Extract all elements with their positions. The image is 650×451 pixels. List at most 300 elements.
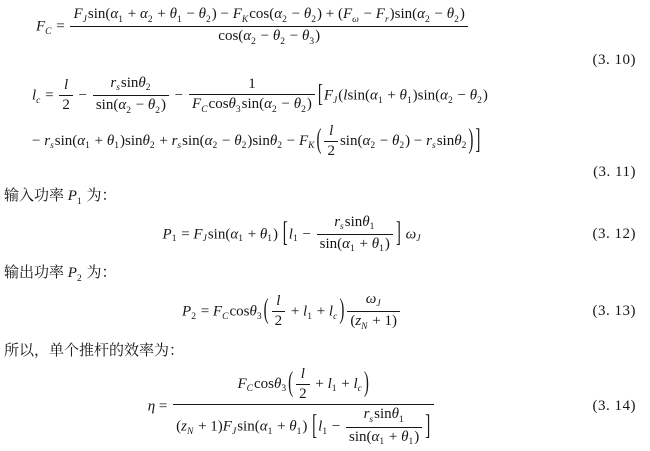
- subscript: 3: [235, 104, 241, 115]
- math-text: cos: [229, 303, 250, 320]
- subscript: J: [416, 234, 421, 245]
- subscript: 2: [155, 105, 161, 116]
- math-text: 2: [327, 142, 335, 159]
- subscript: 1: [296, 427, 302, 438]
- math-text: α: [77, 132, 86, 149]
- math-text: θ: [469, 87, 478, 104]
- math-text: cos(: [218, 28, 244, 45]
- math-text: −: [131, 97, 148, 114]
- math-text: −: [328, 418, 345, 435]
- math-text: F: [323, 87, 334, 104]
- fraction: [317, 214, 393, 256]
- equation-number-3-14: (3. 14): [592, 398, 636, 415]
- subscript: 2: [370, 141, 376, 152]
- subscript: 2: [241, 141, 247, 152]
- math-text: sin(: [349, 428, 372, 445]
- math-text: α: [440, 87, 449, 104]
- math-text: α: [342, 235, 351, 252]
- math-text: =: [196, 303, 213, 320]
- math-text: r: [334, 213, 341, 230]
- math-text: −: [32, 132, 45, 149]
- math-text: (: [338, 87, 344, 104]
- math-text: −: [298, 225, 315, 242]
- math-text: r: [110, 74, 117, 91]
- fraction-denominator: [93, 96, 169, 116]
- subscript: J: [376, 299, 381, 310]
- subscript: s: [340, 222, 344, 232]
- math-text: sin(: [347, 87, 370, 104]
- fraction-denominator: [317, 235, 393, 255]
- math-text: θ: [274, 375, 282, 392]
- math-text: sin(: [339, 132, 363, 149]
- big-delimiter: ]: [425, 410, 431, 442]
- equation-3-11-line1: [32, 72, 642, 120]
- math-text: +: [153, 6, 170, 22]
- math-text: + 1): [368, 313, 397, 330]
- subscript: 1: [379, 437, 385, 448]
- math-text: l: [328, 303, 334, 320]
- subscript: K: [241, 14, 249, 25]
- fraction-numerator: [317, 214, 393, 235]
- math-text: sin(: [237, 418, 260, 435]
- equation-block-3-10: [4, 3, 642, 69]
- big-delimiter: (: [263, 295, 269, 326]
- fraction: [296, 366, 310, 404]
- math-text: P: [162, 225, 172, 242]
- math-text: +: [355, 235, 372, 252]
- equation-3-12: [163, 211, 422, 259]
- math-text: l: [353, 375, 358, 392]
- math-text: F: [237, 375, 247, 392]
- subscript: 2: [311, 14, 316, 25]
- math-text: =: [52, 18, 69, 35]
- equation-3-14: [148, 363, 437, 451]
- subscript: 1: [379, 244, 384, 255]
- math-text: 2: [62, 97, 70, 114]
- math-text: −: [286, 28, 302, 45]
- math-text: sin: [374, 406, 392, 423]
- subscript: 2: [399, 141, 405, 152]
- fraction: [93, 75, 169, 117]
- math-text: l: [303, 303, 308, 320]
- math-text: z: [181, 418, 187, 435]
- math-text: 为：: [82, 265, 117, 282]
- fraction-numerator: [324, 123, 338, 142]
- math-text: l: [288, 225, 293, 242]
- math-text: r: [363, 406, 370, 423]
- math-text: =: [41, 87, 58, 104]
- subscript: 1: [118, 14, 123, 25]
- fraction-denominator: [296, 385, 310, 403]
- math-text: α: [139, 6, 148, 22]
- math-text: −: [376, 132, 393, 149]
- math-text: θ: [142, 132, 150, 149]
- subscript: J: [202, 234, 207, 245]
- fraction: [324, 123, 338, 161]
- subscript: 2: [301, 104, 306, 115]
- fraction: [59, 77, 73, 115]
- math-text: sin(: [207, 225, 231, 242]
- subscript: s: [431, 141, 436, 152]
- math-text: P: [182, 303, 192, 320]
- math-text: +: [155, 132, 172, 149]
- math-text: ) −: [405, 132, 427, 149]
- subscript: 2: [477, 95, 482, 106]
- math-text: )sin: [119, 132, 143, 149]
- math-text: −: [359, 6, 376, 22]
- fraction-denominator: [346, 428, 422, 448]
- math-text: θ: [147, 97, 156, 114]
- math-text: F: [193, 225, 203, 242]
- subscript: 2: [280, 36, 285, 47]
- math-text: F: [375, 6, 385, 22]
- big-delimiter: ): [468, 125, 474, 156]
- math-text: θ: [401, 428, 409, 445]
- math-text: 输出功率: [4, 265, 68, 282]
- subscript: C: [201, 104, 208, 115]
- fraction-numerator: [93, 75, 169, 96]
- math-text: α: [371, 428, 380, 445]
- fraction-numerator: [189, 76, 315, 95]
- subscript: 2: [126, 105, 131, 116]
- subscript: 2: [147, 14, 153, 25]
- math-text: ) −: [211, 6, 233, 22]
- math-text: −: [182, 6, 199, 22]
- math-text: θ: [138, 74, 146, 91]
- math-text: −: [256, 28, 273, 45]
- math-text: α: [259, 418, 268, 435]
- math-text: sin(: [95, 97, 119, 114]
- fraction: [189, 76, 315, 116]
- math-text: l: [32, 87, 37, 104]
- subscript: ω: [352, 14, 359, 25]
- subscript: C: [45, 26, 52, 37]
- math-text: θ: [399, 87, 407, 104]
- math-text: =: [155, 398, 172, 415]
- math-text: sin(: [54, 132, 78, 149]
- math-text: +: [312, 303, 329, 320]
- math-text: )sin(: [412, 87, 441, 104]
- subscript: N: [186, 427, 194, 438]
- math-text: sin: [436, 132, 455, 149]
- math-text: 2: [274, 313, 283, 330]
- math-text: θ: [106, 132, 115, 149]
- subscript: 2: [145, 83, 151, 94]
- math-text: +: [243, 225, 260, 242]
- math-text: θ: [169, 6, 177, 22]
- math-text: α: [264, 96, 273, 113]
- math-text: l: [318, 418, 323, 435]
- math-text: r: [44, 132, 51, 149]
- math-text: θ: [293, 96, 302, 113]
- math-text: α: [274, 6, 283, 22]
- subscript: 2: [206, 14, 211, 25]
- subscript: 1: [369, 222, 375, 232]
- math-text: θ: [249, 303, 257, 320]
- math-text: +: [385, 428, 402, 445]
- math-text: θ: [362, 213, 370, 230]
- equation-3-13-container: [4, 288, 580, 336]
- math-text: cos(: [249, 6, 275, 22]
- math-text: −: [453, 87, 470, 104]
- fraction-denominator: [189, 95, 315, 115]
- fraction-denominator: [59, 96, 73, 114]
- math-text: + 1): [194, 418, 223, 435]
- math-text: 所以，单个推杆的效率为：: [4, 342, 185, 359]
- subscript: 1: [267, 234, 273, 245]
- math-text: −: [282, 132, 299, 149]
- math-text: ) + (: [316, 6, 343, 22]
- subscript: J: [82, 14, 87, 25]
- subscript: 1: [238, 234, 243, 245]
- subscript: 2: [461, 141, 467, 152]
- subscript: 1: [85, 141, 90, 152]
- math-text: α: [204, 132, 213, 149]
- math-text: α: [110, 6, 119, 22]
- subscript: 1: [307, 311, 312, 322]
- fraction: [70, 6, 467, 48]
- subscript: s: [177, 141, 182, 152]
- math-text: θ: [391, 406, 399, 423]
- math-text: F: [212, 303, 223, 320]
- math-text: 2: [299, 386, 307, 402]
- equation-block-3-13: [4, 288, 642, 336]
- fraction-denominator: [272, 312, 286, 330]
- math-text: ): [302, 418, 312, 435]
- subscript: 1: [408, 437, 414, 448]
- equation-3-10: [36, 3, 642, 51]
- subscript: 1: [322, 427, 328, 438]
- math-text: l: [327, 375, 332, 392]
- math-text: θ: [454, 132, 462, 149]
- subscript: 3: [309, 36, 315, 47]
- math-text: θ: [371, 235, 380, 252]
- math-text: sin(: [182, 132, 205, 149]
- math-text: (: [350, 313, 356, 330]
- paragraph-output-power: [4, 263, 642, 285]
- big-delimiter: [: [317, 81, 323, 109]
- math-text: ): [315, 28, 321, 45]
- subscript: r: [384, 14, 389, 25]
- math-text: l: [276, 292, 281, 309]
- subscript: 2: [272, 104, 277, 115]
- math-text: )sin(: [389, 6, 418, 22]
- math-text: z: [355, 313, 362, 330]
- subscript: 1: [406, 95, 412, 106]
- math-text: sin: [120, 74, 139, 91]
- equation-3-11-line2: [32, 120, 642, 164]
- subscript: N: [361, 321, 368, 332]
- math-text: θ: [303, 6, 312, 22]
- math-text: θ: [289, 418, 297, 435]
- subscript: 2: [282, 14, 287, 25]
- equation-3-12-container: [4, 211, 580, 259]
- math-text: θ: [228, 96, 236, 113]
- math-text: ω: [365, 290, 377, 307]
- subscript: 2: [277, 141, 282, 152]
- math-text: −: [277, 96, 294, 113]
- math-text: α: [118, 97, 127, 114]
- big-delimiter: (: [288, 368, 294, 399]
- math-text: sin(: [241, 96, 265, 113]
- subscript: s: [50, 141, 54, 152]
- math-text: +: [383, 87, 400, 104]
- math-text: =: [177, 225, 194, 242]
- math-text: F: [222, 418, 232, 435]
- fraction-denominator: [324, 142, 338, 160]
- math-text: θ: [272, 28, 281, 45]
- subscript: 1: [76, 196, 82, 207]
- subscript: 1: [331, 384, 337, 395]
- math-text: θ: [198, 6, 207, 22]
- subscript: C: [246, 384, 254, 395]
- subscript: 1: [399, 414, 404, 425]
- subscript: 1: [267, 427, 273, 438]
- subscript: s: [116, 83, 120, 94]
- fraction-denominator: [70, 27, 467, 47]
- math-text: ): [306, 96, 312, 113]
- subscript: J: [333, 95, 338, 106]
- big-delimiter: (: [316, 125, 322, 156]
- big-delimiter: ): [339, 295, 345, 326]
- math-text: l: [329, 122, 334, 139]
- math-text: sin(: [87, 6, 111, 22]
- fraction-numerator: [347, 291, 400, 312]
- math-text: θ: [269, 132, 278, 149]
- math-text: θ: [259, 225, 268, 242]
- paragraph-efficiency: [4, 341, 642, 361]
- fraction-denominator: [347, 312, 400, 332]
- subscript: 2: [191, 311, 196, 322]
- subscript: 1: [350, 244, 355, 255]
- math-text: +: [124, 6, 140, 22]
- math-text: 1: [248, 75, 256, 92]
- big-delimiter: ]: [475, 125, 481, 156]
- fraction-numerator: [59, 77, 73, 96]
- math-text: F: [36, 18, 46, 35]
- math-text: α: [230, 225, 239, 242]
- math-text: θ: [392, 132, 400, 149]
- math-text: ): [459, 6, 465, 22]
- subscript: 3: [256, 311, 262, 322]
- math-text: α: [243, 28, 252, 45]
- subscript: c: [357, 384, 362, 395]
- math-text: +: [90, 132, 107, 149]
- equation-number-3-10: (3. 10): [592, 51, 636, 68]
- subscript: 1: [176, 14, 182, 25]
- equation-number-3-13: (3. 13): [592, 303, 636, 320]
- subscript: K: [308, 141, 315, 152]
- math-text: −: [287, 6, 304, 22]
- math-text: α: [369, 87, 378, 104]
- subscript: 2: [454, 14, 459, 25]
- math-text: sin(: [319, 235, 343, 252]
- big-delimiter: ]: [395, 218, 401, 249]
- big-delimiter: ): [363, 368, 369, 399]
- fraction: [347, 291, 400, 333]
- math-text: cos: [254, 375, 275, 392]
- math-text: P: [67, 188, 77, 205]
- math-text: −: [218, 132, 235, 149]
- fraction: [272, 293, 286, 331]
- math-text: (: [176, 418, 182, 435]
- subscript: 2: [251, 36, 256, 47]
- subscript: J: [231, 427, 237, 438]
- subscript: 3: [281, 384, 287, 395]
- math-text: P: [67, 265, 77, 282]
- math-text: cos: [208, 96, 229, 113]
- subscript: C: [222, 311, 229, 322]
- math-text: +: [287, 303, 304, 320]
- math-text: ): [384, 235, 390, 252]
- math-text: θ: [446, 6, 455, 22]
- math-text: )sin: [247, 132, 270, 149]
- math-text: F: [73, 6, 83, 22]
- subscript: 2: [76, 273, 82, 284]
- subscript: 1: [377, 95, 383, 106]
- subscript: c: [36, 95, 41, 106]
- math-text: F: [342, 6, 353, 22]
- fraction-numerator: [272, 293, 286, 312]
- equation-3-14-container: [4, 363, 580, 451]
- subscript: 1: [171, 234, 177, 245]
- subscript: 1: [292, 234, 298, 245]
- math-text: r: [426, 132, 432, 149]
- equation-number-3-11: (3. 11): [593, 164, 636, 181]
- math-text: −: [430, 6, 447, 22]
- math-text: sin: [344, 213, 363, 230]
- big-delimiter: [: [282, 218, 288, 249]
- math-text: F: [192, 96, 202, 113]
- big-delimiter: [: [312, 410, 318, 442]
- math-text: 为：: [82, 188, 117, 205]
- subscript: 1: [114, 141, 119, 152]
- equation-block-3-11: [4, 72, 642, 181]
- fraction-denominator: [173, 405, 434, 448]
- math-text: +: [311, 375, 328, 392]
- equation-number-3-12: (3. 12): [592, 225, 636, 242]
- math-text: +: [337, 375, 354, 392]
- math-text: θ: [234, 132, 242, 149]
- math-text: +: [273, 418, 290, 435]
- equation-3-13: [182, 288, 402, 336]
- fraction: [173, 366, 434, 448]
- math-text: ω: [405, 225, 417, 242]
- subscript: 2: [425, 14, 430, 25]
- paragraph-input-power: [4, 186, 642, 208]
- math-text: ): [482, 87, 488, 104]
- fraction: [346, 406, 422, 448]
- math-text: F: [232, 6, 242, 22]
- subscript: 2: [448, 95, 453, 106]
- subscript: 2: [212, 141, 218, 152]
- math-text: r: [171, 132, 178, 149]
- fraction-numerator: [296, 366, 310, 385]
- fraction-numerator: [346, 406, 422, 427]
- subscript: c: [333, 311, 338, 322]
- math-text: 输入功率: [4, 188, 68, 205]
- math-text: ): [273, 225, 282, 242]
- math-text: l: [343, 87, 348, 104]
- math-text: η: [147, 398, 156, 415]
- math-text: l: [64, 77, 69, 94]
- math-text: ): [161, 97, 167, 114]
- subscript: s: [369, 414, 374, 425]
- equation-block-3-14: [4, 363, 642, 451]
- subscript: 2: [149, 141, 155, 152]
- math-text: α: [417, 6, 426, 22]
- equation-block-3-12: [4, 211, 642, 259]
